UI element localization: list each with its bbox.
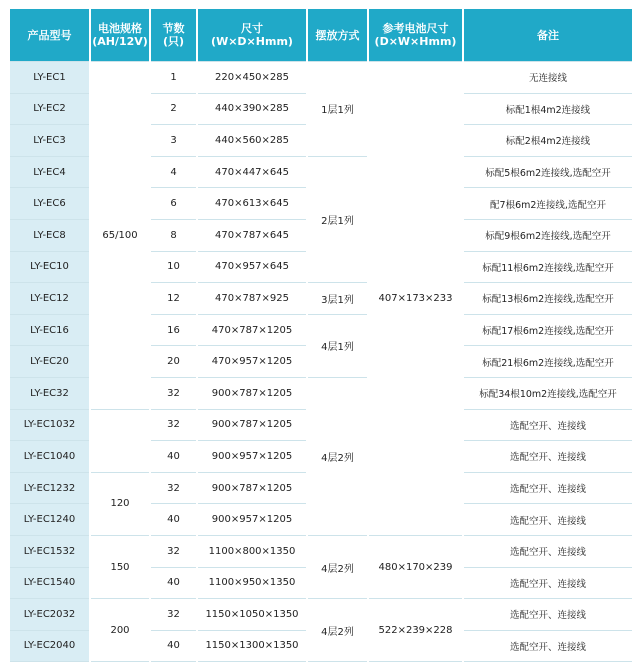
count-cell: 6 <box>150 188 197 220</box>
header-sections-line2: (只) <box>162 35 185 48</box>
header-model: 产品型号 <box>9 9 90 62</box>
model-cell: LY-EC1032 <box>9 409 90 441</box>
count-cell: 3 <box>150 125 197 157</box>
size-cell: 440×390×285 <box>197 93 307 125</box>
table-row <box>9 599 633 631</box>
size-cell: 1100×800×1350 <box>197 535 307 567</box>
model-cell: LY-EC2040 <box>9 630 90 662</box>
header-sections-line1: 节数 <box>162 22 185 35</box>
model-cell: LY-EC10 <box>9 251 90 283</box>
note-cell: 选配空开、连接线 <box>463 599 633 631</box>
count-cell: 40 <box>150 504 197 536</box>
model-cell: LY-EC4 <box>9 156 90 188</box>
model-cell: LY-EC3 <box>9 125 90 157</box>
model-cell: LY-EC2032 <box>9 599 90 631</box>
note-cell: 选配空开、连接线 <box>463 535 633 567</box>
count-cell: 1 <box>150 62 197 94</box>
model-cell: LY-EC1 <box>9 62 90 94</box>
header-size-line1: 尺寸 <box>241 22 263 35</box>
arrangement-cell: 2层1列 <box>307 156 368 282</box>
model-cell: LY-EC1540 <box>9 567 90 599</box>
count-cell: 40 <box>150 630 197 662</box>
model-cell: LY-EC6 <box>9 188 90 220</box>
note-cell: 选配空开、连接线 <box>463 441 633 473</box>
size-cell: 900×957×1205 <box>197 441 307 473</box>
ref-size-cell: 480×170×239 <box>368 535 463 598</box>
count-cell: 2 <box>150 93 197 125</box>
header-ref-size-line1: 参考电池尺寸 <box>382 22 449 35</box>
note-cell: 选配空开、连接线 <box>463 472 633 504</box>
model-cell: LY-EC16 <box>9 314 90 346</box>
count-cell: 32 <box>150 535 197 567</box>
note-cell: 标配5根6m2连接线,选配空开 <box>463 156 633 188</box>
size-cell: 470×787×925 <box>197 283 307 315</box>
count-cell: 16 <box>150 314 197 346</box>
header-size <box>197 9 307 62</box>
count-cell: 40 <box>150 441 197 473</box>
count-cell: 40 <box>150 567 197 599</box>
header-ref-size-line2: (D×W×Hmm) <box>374 35 457 48</box>
note-cell: 标配13根6m2连接线,选配空开 <box>463 283 633 315</box>
battery-spec-cell: 120 <box>90 472 150 535</box>
size-cell: 470×787×645 <box>197 219 307 251</box>
model-cell: LY-EC20 <box>9 346 90 378</box>
note-cell: 选配空开、连接线 <box>463 504 633 536</box>
header-row <box>9 9 633 62</box>
arrangement-cell: 4层2列 <box>307 599 368 662</box>
header-arrangement: 摆放方式 <box>307 9 368 62</box>
count-cell: 10 <box>150 251 197 283</box>
model-cell: LY-EC12 <box>9 283 90 315</box>
table-row <box>9 62 633 94</box>
size-cell: 470×957×645 <box>197 251 307 283</box>
size-cell: 470×447×645 <box>197 156 307 188</box>
count-cell: 4 <box>150 156 197 188</box>
size-cell: 900×787×1205 <box>197 377 307 409</box>
arrangement-cell: 3层1列 <box>307 283 368 315</box>
model-cell: LY-EC1532 <box>9 535 90 567</box>
arrangement-cell: 1层1列 <box>307 62 368 157</box>
battery-spec-cell: 150 <box>90 535 150 598</box>
count-cell: 32 <box>150 409 197 441</box>
battery-spec-cell <box>90 409 150 472</box>
ref-size-cell: 407×173×233 <box>368 62 463 536</box>
note-cell: 无连接线 <box>463 62 633 94</box>
size-cell: 1150×1050×1350 <box>197 599 307 631</box>
header-battery-spec-line1: 电池规格 <box>98 22 142 35</box>
model-cell: LY-EC1232 <box>9 472 90 504</box>
header-battery-spec-line2: (AH/12V) <box>92 35 148 48</box>
model-cell: LY-EC2 <box>9 93 90 125</box>
note-cell: 标配1根4m2连接线 <box>463 93 633 125</box>
note-cell: 选配空开、连接线 <box>463 567 633 599</box>
size-cell: 470×957×1205 <box>197 346 307 378</box>
header-size-line2: (W×D×Hmm) <box>211 35 293 48</box>
model-cell: LY-EC1040 <box>9 441 90 473</box>
count-cell: 32 <box>150 599 197 631</box>
model-cell: LY-EC32 <box>9 377 90 409</box>
header-battery-spec <box>90 9 150 62</box>
model-cell: LY-EC8 <box>9 219 90 251</box>
size-cell: 900×787×1205 <box>197 472 307 504</box>
size-cell: 1100×950×1350 <box>197 567 307 599</box>
count-cell: 32 <box>150 472 197 504</box>
note-cell: 标配17根6m2连接线,选配空开 <box>463 314 633 346</box>
header-note: 备注 <box>463 9 633 62</box>
size-cell: 900×957×1205 <box>197 504 307 536</box>
note-cell: 标配2根4m2连接线 <box>463 125 633 157</box>
header-ref-battery-size <box>368 9 463 62</box>
table-row <box>9 535 633 567</box>
count-cell: 32 <box>150 377 197 409</box>
arrangement-cell: 4层2列 <box>307 377 368 535</box>
note-cell: 标配11根6m2连接线,选配空开 <box>463 251 633 283</box>
ref-size-cell: 522×239×228 <box>368 599 463 662</box>
size-cell: 470×613×645 <box>197 188 307 220</box>
arrangement-cell: 4层2列 <box>307 535 368 598</box>
count-cell: 12 <box>150 283 197 315</box>
spec-table <box>8 9 634 662</box>
note-cell: 标配34根10m2连接线,选配空开 <box>463 377 633 409</box>
model-cell: LY-EC1240 <box>9 504 90 536</box>
note-cell: 选配空开、连接线 <box>463 409 633 441</box>
battery-spec-cell: 200 <box>90 599 150 662</box>
spec-table-container <box>8 9 634 662</box>
note-cell: 标配21根6m2连接线,选配空开 <box>463 346 633 378</box>
note-cell: 标配9根6m2连接线,选配空开 <box>463 219 633 251</box>
note-cell: 配7根6m2连接线,选配空开 <box>463 188 633 220</box>
count-cell: 20 <box>150 346 197 378</box>
size-cell: 900×787×1205 <box>197 409 307 441</box>
size-cell: 220×450×285 <box>197 62 307 94</box>
size-cell: 440×560×285 <box>197 125 307 157</box>
size-cell: 470×787×1205 <box>197 314 307 346</box>
size-cell: 1150×1300×1350 <box>197 630 307 662</box>
header-sections <box>150 9 197 62</box>
arrangement-cell: 4层1列 <box>307 314 368 377</box>
battery-spec-cell: 65/100 <box>90 62 150 410</box>
count-cell: 8 <box>150 219 197 251</box>
note-cell: 选配空开、连接线 <box>463 630 633 662</box>
